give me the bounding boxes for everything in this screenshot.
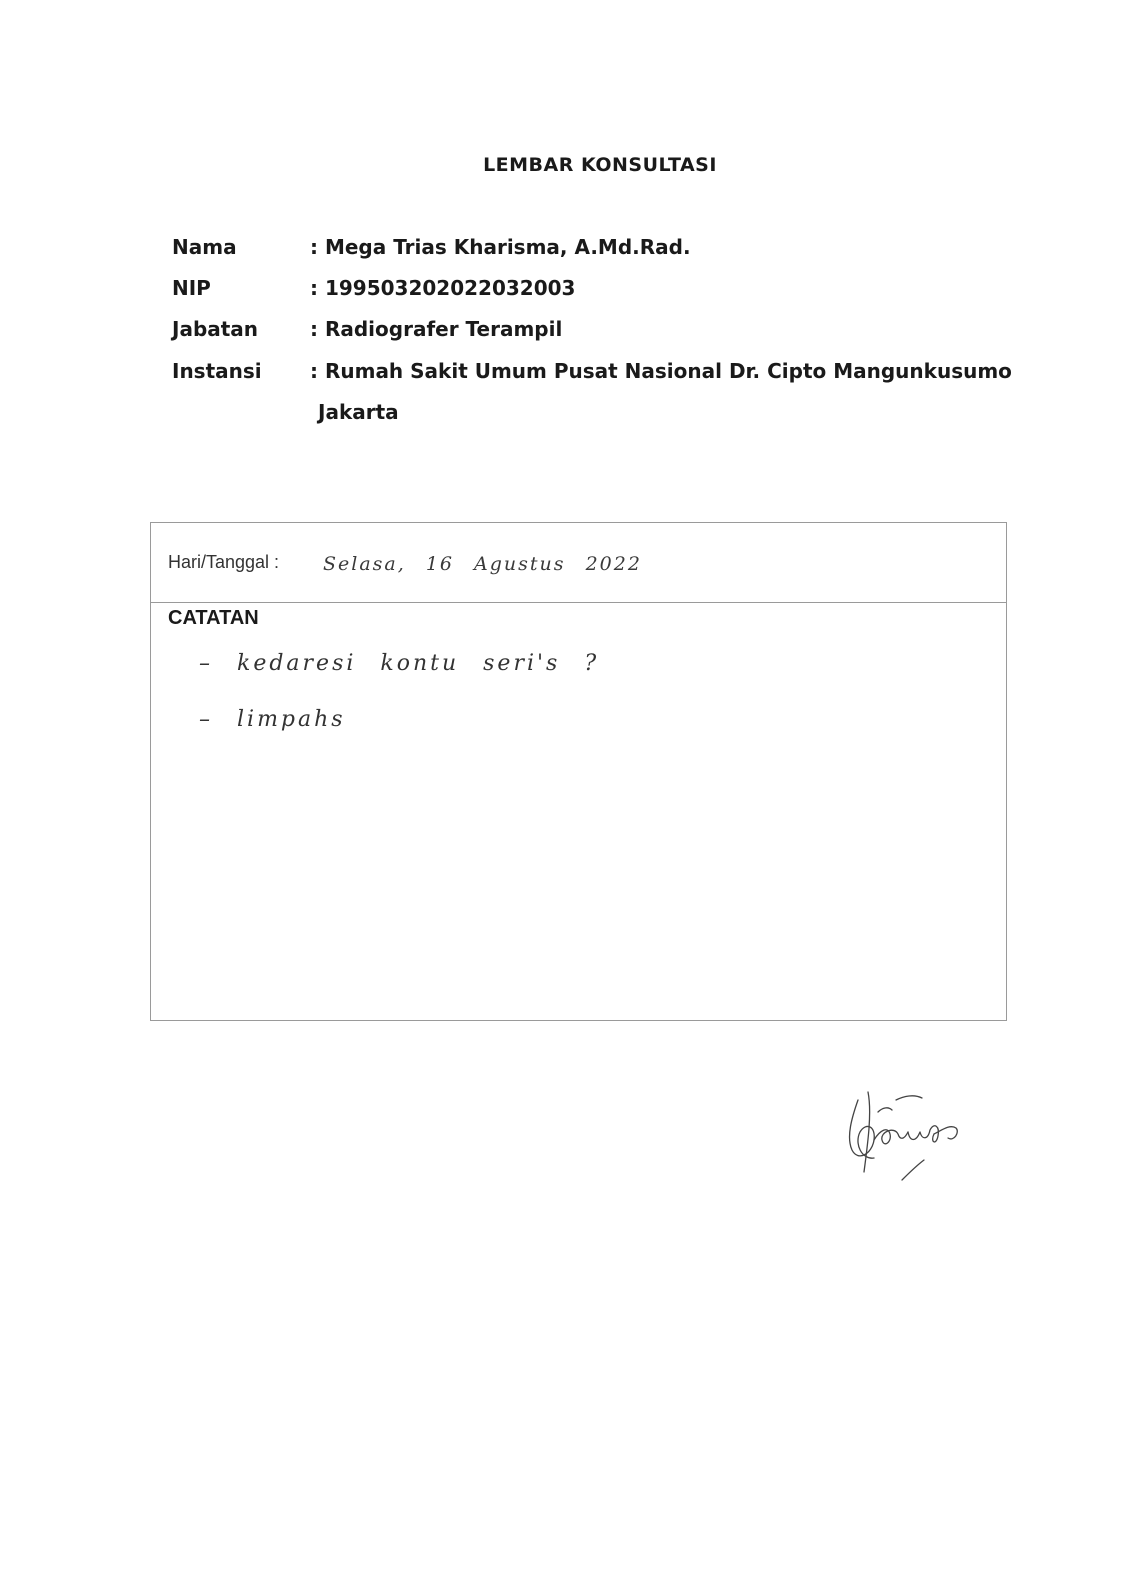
info-label: Jabatan: [172, 317, 259, 341]
info-label: Instansi: [172, 359, 262, 383]
signature-icon: [838, 1082, 968, 1182]
info-label: Nama: [172, 235, 237, 259]
info-label: NIP: [172, 276, 211, 300]
consultation-box: [150, 522, 1007, 1021]
handwritten-note: – limpahs: [199, 707, 346, 732]
handwritten-date: Selasa, 16 Agustus 2022: [323, 553, 642, 575]
info-value: : Radiografer Terampil: [310, 317, 563, 341]
info-value-continuation: Jakarta: [318, 400, 399, 424]
date-label: Hari/Tanggal :: [168, 552, 280, 572]
info-value: : Mega Trias Kharisma, A.Md.Rad.: [310, 235, 691, 259]
info-value: : 199503202022032003: [310, 276, 576, 300]
info-value: : Rumah Sakit Umum Pusat Nasional Dr. Cipto Mangunkusumo: [310, 359, 1012, 383]
date-row: [151, 523, 1006, 603]
notes-label: CATATAN: [168, 607, 259, 629]
handwritten-note: – kedaresi kontu seri's ?: [199, 651, 600, 676]
document-title: LEMBAR KONSULTASI: [483, 154, 717, 176]
